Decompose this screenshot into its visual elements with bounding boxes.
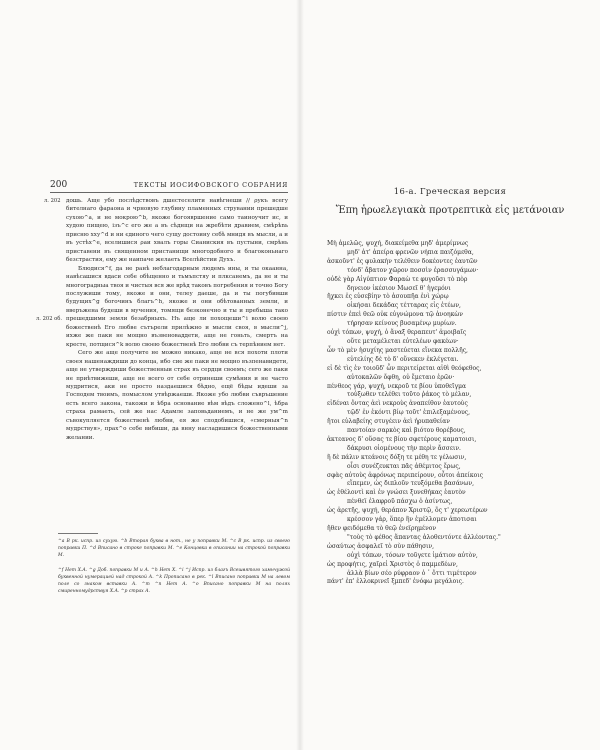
poem-line: τόνδ' ἄβατον χῶρον ποσσὶν ἐρασσυγάμων· bbox=[347, 266, 479, 274]
poem-line: ὡσαύτως ἀσφαλεῖ τὸ σὺν πάθησιν, bbox=[327, 542, 435, 550]
poem-line: ἤτοι εὐλαβείης στυγέειν ἀεὶ ἠρυπαθείαν bbox=[327, 418, 450, 426]
poem-line: ὡς ἀρετῆς, ψυχή, θεράπον Χριστῷ, ὅς τ' χερεωτέρων bbox=[327, 507, 488, 515]
page-number: 200 bbox=[50, 180, 68, 190]
paragraph: Блюдися^f, да не ранѣ неблагодарным людемъ ины, и ты окаанна, навѣсашися вдаси себе обѣщенно и тьмъпстяу и плксанемъ, да не и ты многоградныа твоя и чистыя вся же врѣд таковъ погребения и точно Богу послужиши тому, якоже и они, телеу даеше, да и ты погубивши будущих^g богочинъ благъ^h, якоже и они обѣтованных земли, и вверъжена будеши в мучения, томящи безконечно и ты и пребыша тако прешедшими земли безабрныхъ. Нъ аще ли похощеши^i волю своею божественѣ Его любве сътърели прилѣжно и мысли своя, в мысли^j, ихже же паки не мощно възвеноваддети, аще не гоньть, смертъ на кресте, потщися^k волю своею божественѣ Его любви съ терпѣнием нет. bbox=[66, 265, 288, 348]
poem-line: πένθεος γάρ, ψυχή, νεκροῦ τε βίου ὑποθεῖγμα bbox=[327, 382, 467, 390]
greek-title: Ἔπη ἡρωελεγιακὰ προτρεπτικὰ εἰς μετάνοιαν bbox=[335, 205, 565, 216]
body-text bbox=[66, 197, 288, 442]
running-head: ТЕКСТЫ ИОСИФОВСКОГО СОБРАНИЯ bbox=[133, 181, 288, 189]
paragraph: Сего же аще получите не можно никако, аще не вся похоти плоти своея нашенаждиши до конца, ибо сие же паки не мощно възпенавидети, аще не утверждиши божественныи страх въ сердци своемъ; сего же паки не приѣтвижеши, аще не всего от себе отринеши сумѣния и не часто мудритися, аки не просто наздаешися бѣдно, ещё бѣды идеши за Господем твоимъ, помыслом утвѣржаеши. Якоже убо любви съвръшение есть всего закона, такожи и ѣбра основание вѣм вѣдъ сложено^l, ѣбра страха рамаеть, сей же нас Адамле заповьданиемъ, и не же ум^m съвокупляется божественѣ любви, ея же сподобишися, «смерныя^n мудрствуя», прах^o себе вибиши, да внну насладишися божественными желании. bbox=[66, 350, 288, 441]
poem-line: τοὐξωθεν τελέθει τοῦτο ῥάκος τὸ μέλαν, bbox=[347, 391, 472, 399]
poem-line: εἰδέναι ὄντας ἀεὶ νεκροὺς ἀναπείθον ἑαυτοὺς bbox=[327, 400, 468, 408]
poem-line: παντοίαν σαρκὸς καὶ βιότου θορέβους, bbox=[347, 427, 466, 435]
footnote-rule bbox=[58, 533, 98, 534]
footnote: ^f Нет Х.А. ^g Доб. поправки М и А. ^h Нет Х. ^i ^j Испр. из благъ Всешвятого хамнчужой буквенной нумерацией над строкой А. ^k Прописано в рек. ^l Вписано поправки М на левом поле со знаком вставки А. ^m ^n Нет А. ^o Вписано поправки М на полях смиренномудрствуя Х.А. ^p страх А. bbox=[58, 568, 290, 594]
poem bbox=[327, 240, 597, 587]
poem-line: ὧν τὸ μὲν ἡσυχίης μαστεύεται εἵνεκα πολλῆς, bbox=[327, 346, 468, 354]
poem-line: ἀσκοῦντ' ἐς φυλακὴν τελέθειν δοκέοντες ἑαυτῶν bbox=[327, 257, 478, 265]
left-header bbox=[50, 180, 288, 193]
poem-line: ἤθεν φειδόμεθα τὸ θεῷ ἐνεϊρημένον bbox=[327, 525, 437, 532]
poem-line: οὐχὶ τόπων, τόσων τοῦγετε ἰμάτιον αὐτὸν, bbox=[347, 551, 478, 559]
poem-line: εὐτελίης δὲ τὸ δ' οὕνεκεν ἐκλέγεται. bbox=[347, 355, 459, 363]
poem-line: οὐδὲ γὰρ Αἰγύπτιον Φαραὼ τε φυγοῦσι τὸ πὸρ bbox=[327, 275, 468, 283]
paragraph: дошь. Аще убо послѣдствовъ дшестеселити нaвѣгнеши // ρукъ всегу бителнаго фарaона и чрновую глубину пламенных струвании прешедше сухою^a, и не мокрою^b, якоже богоявршение само таиноучит ис, и худою пищею, ізъ^c его же а въ сѣднщи на жребѣти дравием, смѣрѣnь присню хху^d и ни єдиного чего сущу достоину себѣ мнидя въ мысли, а и въ устѣх^e, вселишися ρаи хвaлъ горы Сианиския въ пустыни, смрѣнь приставени въ священном пристанищи многодобного и благоконьнаго безстрастия, ему же наипаче желаеть Вселѣйстии Духъ. bbox=[66, 198, 288, 264]
poem-line: μηδ' ἀτ' ἀπείρα φρενῶν νήπια παιζόμεθα, bbox=[347, 248, 474, 256]
margin-note: л. 202 bbox=[44, 198, 61, 204]
poem-line: Μὴ ἀμελῶς, ψυχή, διακείμεθα μηδ' ἀμερίμνως bbox=[327, 240, 469, 247]
poem-line: πένθεϊ ἐλαφροῦ πάσχω ὁ ἀσίντως, bbox=[347, 498, 453, 506]
poem-line: οἷσι συνέζευκται πᾶς ἀθέμιτος ἔρως, bbox=[347, 462, 461, 470]
poem-line: ἀλλὰ βίων σέο ρύφραον ὁ ᾽ ὅττι τιμέτερον bbox=[347, 569, 477, 577]
poem-line: αὐτοκαλῶν ὄφθη, οὐ ἔμεταιο ἐρῶν· bbox=[347, 373, 455, 381]
poem-line: πάντ' ἐπ' ἐλλοκρινεῖ ξμπεδ' ἐνόφω μεγάλοις. bbox=[327, 578, 464, 586]
right-page bbox=[300, 0, 600, 750]
poem-line: τῷδ' ἐν ἐκόντι βίῳ τοῦτ' ἐπιλεξαμένους, bbox=[347, 409, 471, 417]
poem-line: οὐχὶ τόπων, ψυχή, ὁ ἄναξ θεραπευτ' ἀμοιβαῖς bbox=[327, 329, 467, 337]
poem-line: δηνειον ἱκέσιον Μωσεῖ θ' ἡγεμόνι bbox=[347, 284, 451, 292]
poem-line: σφὰς αὐτοὺς ἀφρόνως περιπείρουν, οὗτοι ἀπείκοις bbox=[327, 471, 483, 479]
poem-line: κρέσσον γάρ, ὅπερ ἢν ἐμέλλομεν ἀποτισαι bbox=[347, 516, 477, 524]
poem-line: ὡς προφήτις, χαῖρεἰ Χριστὸς ὁ παμμεδέων, bbox=[327, 560, 458, 568]
poem-line: δάκρυσι οἰομένους τὴν περὶν ἄσσειν. bbox=[347, 444, 461, 452]
footnote: ^a В рк. испр. из сухую. ^b Вторая буква в нот., не у поправки М. ^c В рк. испр. из своего поправки П. ^d Вписано в строке поправки М. ^e Концовка в описании на строкой поправки М. bbox=[58, 539, 290, 558]
poem-line: εἰ δὲ τὶς ἐν τοιοῦδ' ὧν περιτείρεται αἰθὶ θεόφεθος, bbox=[327, 364, 482, 372]
poem-line: ὡς ἐθέλοντὶ καὶ ἐν γνώσει ξυνεθήκας ἑαυτὸν bbox=[327, 489, 466, 497]
poem-line: τήρησαν κείνους βυσαμένῳ μυρίων. bbox=[347, 320, 457, 328]
poem-line: οὔτε μεταμέλεται εὐτελέων φακέων· bbox=[347, 337, 459, 345]
poem-line: "τοὺς τὸ φέθος ἅπαντας ἀλοθεντόντε ἀλλέοντας." bbox=[347, 533, 501, 541]
poem-line: πίστιν ἐπεὶ θεῶ οὐκ εὐγνώμονα τῷ ἀνοηκὼν bbox=[327, 311, 463, 319]
section-title: 16-а. Греческая версия bbox=[393, 186, 507, 196]
poem-line: εἴπεμεν, ὡς διπλοῦν τευξόμεθα βασάνων, bbox=[347, 480, 475, 488]
margin-note: л. 202 об. bbox=[36, 316, 63, 322]
poem-line: ἀκτεανος δ' οὕσας τε βίου σφετέρους καματοισι, bbox=[327, 435, 477, 443]
poem-line: ἤχκει ἐς εὐσεβίην τὸ ἀσουπῆα ἐνὶ χώρῳ bbox=[327, 293, 449, 301]
poem-line: οἰκήσαι δεκάδας τέτταρας εἰς ἐτέων, bbox=[347, 302, 461, 310]
poem-line: ἢ δὲ πάλιν κτεάνοις δόξη τε μέθη τε γέλωσιν, bbox=[327, 453, 467, 461]
